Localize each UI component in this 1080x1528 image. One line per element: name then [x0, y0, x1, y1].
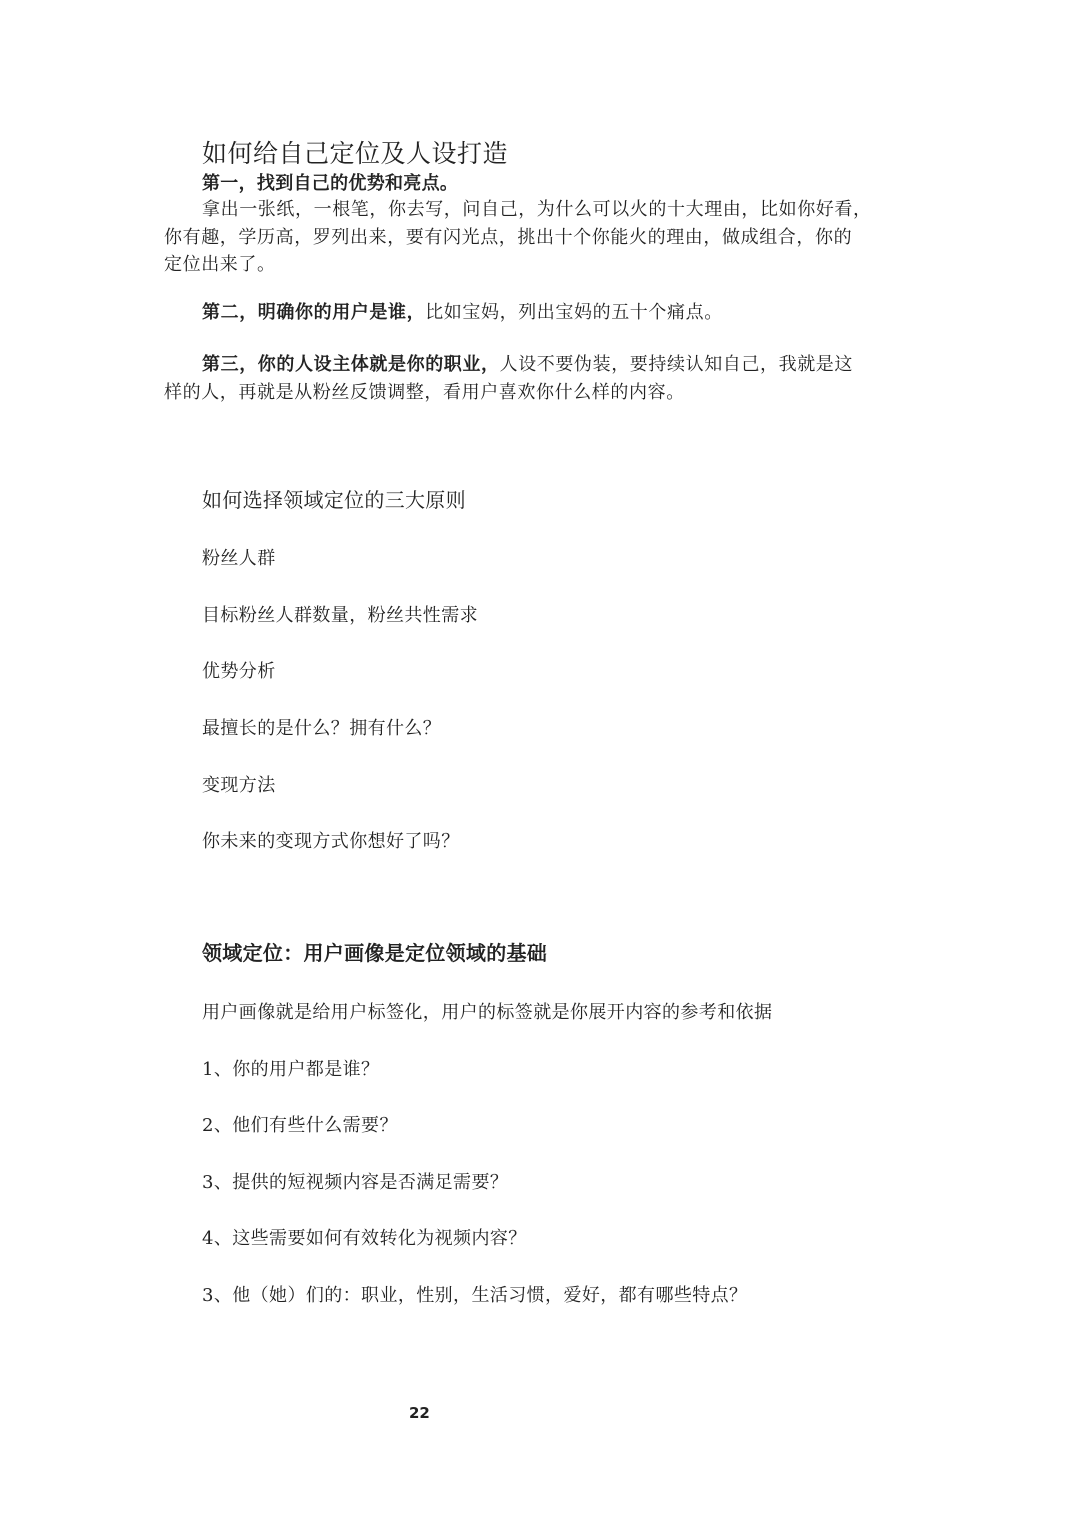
section-1-title: 如何给自己定位及人设打造: [202, 139, 509, 168]
list-item: 优势分析: [202, 661, 276, 682]
list-item: 3、他（她）们的：职业，性别，生活习惯，爱好，都有哪些特点？: [202, 1285, 748, 1306]
point-2-paragraph: [164, 299, 924, 327]
section-2-title: 如何选择领域定位的三大原则: [202, 488, 466, 512]
point-3-body-line-1: 人设不要伪装，要持续认知自己，我就是这: [499, 354, 854, 375]
list-item: 变现方法: [202, 775, 276, 796]
point-3-paragraph: [164, 351, 924, 406]
point-1-line-2: 你有趣，学历高，罗列出来，要有闪光点，挑出十个你能火的理由，做成组合，你的: [164, 226, 853, 248]
point-2-body: 比如宝妈，列出宝妈的五十个痛点。: [425, 302, 723, 323]
list-item: 你未来的变现方式你想好了吗？: [202, 831, 460, 852]
point-3-body-line-2: 样的人，再就是从粉丝反馈调整，看用户喜欢你什么样的内容。: [164, 381, 685, 403]
list-item: 目标粉丝人群数量，粉丝共性需求: [202, 605, 478, 626]
list-item: 粉丝人群: [202, 548, 276, 569]
point-1-line-3: 定位出来了。: [164, 254, 276, 275]
section-3-intro: 用户画像就是给用户标签化，用户的标签就是你展开内容的参考和依据: [202, 1002, 773, 1023]
list-item: 4、这些需要如何有效转化为视频内容？: [202, 1228, 527, 1249]
page-number: 22: [409, 1404, 430, 1422]
point-1-heading: 第一，找到自己的优势和亮点。: [202, 173, 459, 194]
list-item: 1、你的用户都是谁？: [202, 1059, 380, 1080]
point-2-heading: 第二，明确你的用户是谁，: [202, 302, 426, 323]
section-3-title: 领域定位：用户画像是定位领域的基础: [202, 941, 548, 965]
point-3-heading: 第三，你的人设主体就是你的职业，: [202, 354, 500, 375]
list-item: 2、他们有些什么需要？: [202, 1115, 398, 1136]
point-1-line-1: 拿出一张纸，一根笔，你去写，问自己，为什么可以火的十大理由，比如你好看，: [202, 199, 872, 220]
point-1-body: [164, 196, 924, 279]
list-item: 最擅长的是什么？拥有什么？: [202, 718, 442, 739]
list-item: 3、提供的短视频内容是否满足需要？: [202, 1172, 509, 1193]
